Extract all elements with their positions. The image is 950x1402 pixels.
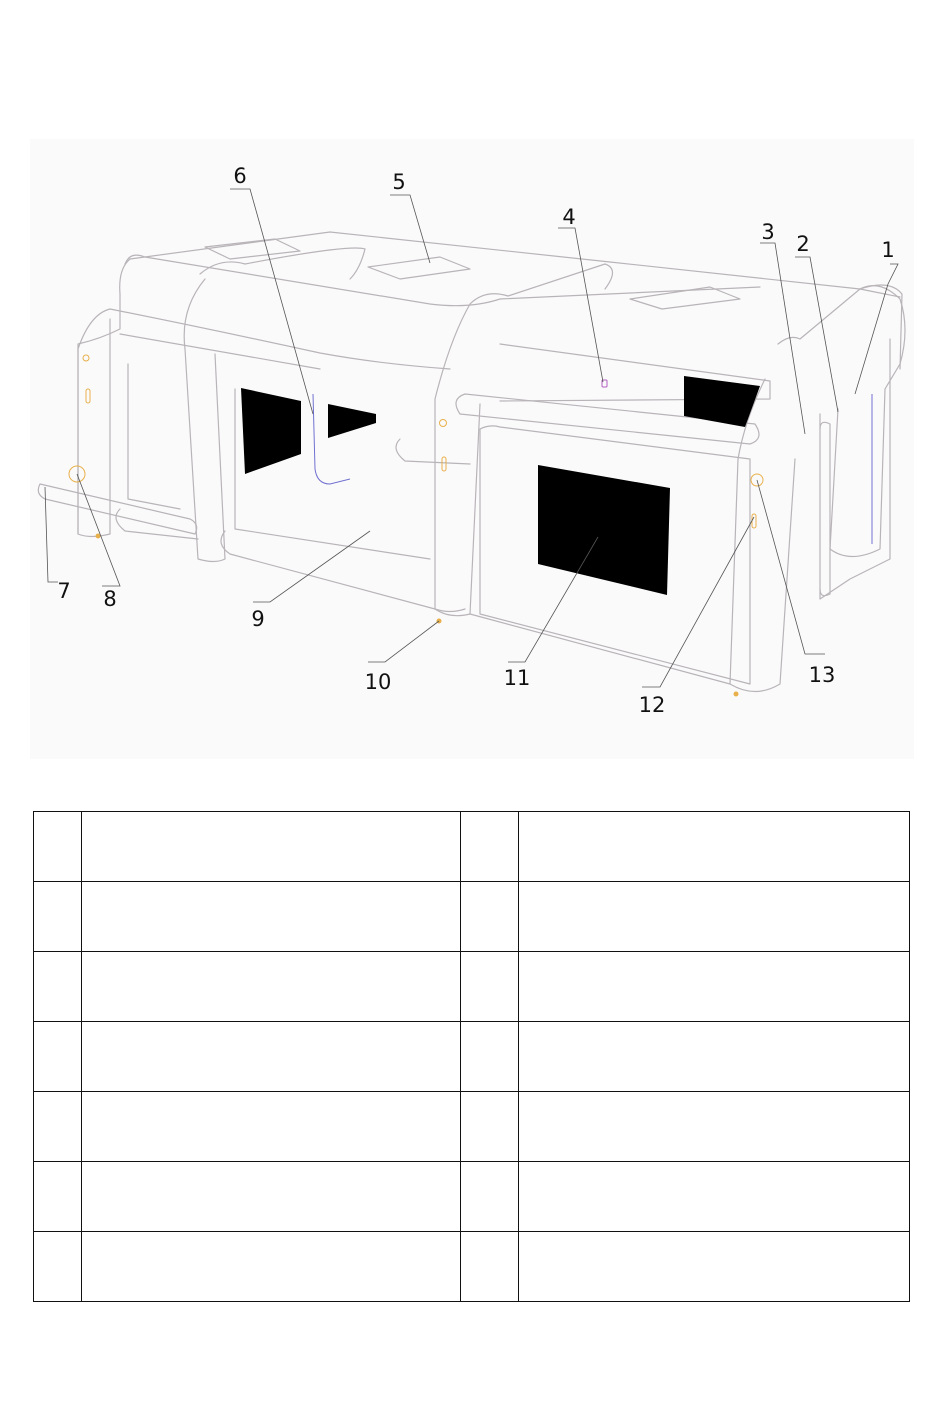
- callout-7: 7: [57, 579, 71, 603]
- table-cell: [82, 1022, 461, 1092]
- table-row: [34, 952, 910, 1022]
- table-cell: [519, 812, 910, 882]
- leader-8: [77, 474, 120, 586]
- callout-2: 2: [796, 232, 810, 256]
- callout-6: 6: [233, 164, 247, 188]
- callout-5: 5: [392, 170, 406, 194]
- leader-4: [558, 228, 603, 382]
- table-cell: [461, 812, 519, 882]
- valve-12: [752, 514, 756, 528]
- valve-1: [83, 355, 89, 361]
- front-window: [538, 465, 670, 595]
- mid-tube: [396, 439, 470, 464]
- roof-arch-3: [778, 285, 902, 369]
- table-cell: [461, 1162, 519, 1232]
- table-cell: [461, 1022, 519, 1092]
- valve-bottom-right: [734, 692, 738, 696]
- window-left-1: [241, 388, 301, 474]
- table-cell: [461, 882, 519, 952]
- table-cell: [519, 1162, 910, 1232]
- table-cell: [461, 1232, 519, 1302]
- leader-5: [390, 195, 430, 263]
- end-door: [820, 422, 830, 595]
- table-cell: [82, 812, 461, 882]
- valve-side-2: [442, 457, 446, 471]
- table-cell: [34, 882, 82, 952]
- table-row: [34, 1162, 910, 1232]
- inflatable-booth-drawing: [30, 139, 914, 759]
- table-cell: [82, 1092, 461, 1162]
- table-cell: [82, 1162, 461, 1232]
- ground-tube-left: [38, 484, 196, 534]
- table-cell: [82, 1232, 461, 1302]
- table-cell: [519, 1092, 910, 1162]
- leader-10: [368, 621, 439, 662]
- ground-tube-2: [221, 531, 465, 612]
- callout-12: 12: [638, 693, 666, 717]
- column-end: [830, 286, 905, 557]
- window-left-2: [328, 404, 376, 438]
- leader-1: [855, 264, 898, 394]
- callout-11: 11: [503, 666, 531, 690]
- table-cell: [82, 952, 461, 1022]
- table-row: [34, 1232, 910, 1302]
- booth-diagram: [30, 139, 914, 759]
- callout-9: 9: [251, 607, 265, 631]
- callout-1: 1: [881, 238, 895, 262]
- table-cell: [461, 1092, 519, 1162]
- inner-wall-1: [128, 364, 180, 509]
- valve-bottom-left: [96, 534, 100, 538]
- table-cell: [34, 812, 82, 882]
- side-beam-lower: [120, 334, 320, 369]
- table-cell: [34, 952, 82, 1022]
- table-cell: [34, 1092, 82, 1162]
- callout-10: 10: [364, 670, 392, 694]
- valve-side-1: [86, 389, 90, 403]
- valve-3: [440, 420, 447, 427]
- leader-6: [230, 189, 313, 414]
- table-cell: [34, 1162, 82, 1232]
- table-cell: [461, 952, 519, 1022]
- roof-vent-3: [630, 287, 740, 309]
- leader-2: [795, 257, 838, 412]
- table-cell: [34, 1022, 82, 1092]
- legend-table: [33, 811, 910, 1302]
- table-cell: [519, 1022, 910, 1092]
- table-row: [34, 1092, 910, 1162]
- table-cell: [34, 1232, 82, 1302]
- ground-tube-1: [116, 509, 198, 539]
- table-row: [34, 882, 910, 952]
- callout-8: 8: [103, 587, 117, 611]
- table-cell: [519, 882, 910, 952]
- callout-13: 13: [808, 663, 836, 687]
- table-cell: [519, 952, 910, 1022]
- table-cell: [82, 882, 461, 952]
- leader-9: [253, 531, 370, 602]
- table-cell: [519, 1232, 910, 1302]
- leader-13: [757, 480, 825, 654]
- side-beam-upper: [110, 309, 450, 369]
- table-row: [34, 812, 910, 882]
- callout-4: 4: [562, 205, 576, 229]
- callout-3: 3: [761, 220, 775, 244]
- roof-vent-2: [368, 257, 470, 279]
- roof-arch-2: [470, 264, 613, 304]
- table-row: [34, 1022, 910, 1092]
